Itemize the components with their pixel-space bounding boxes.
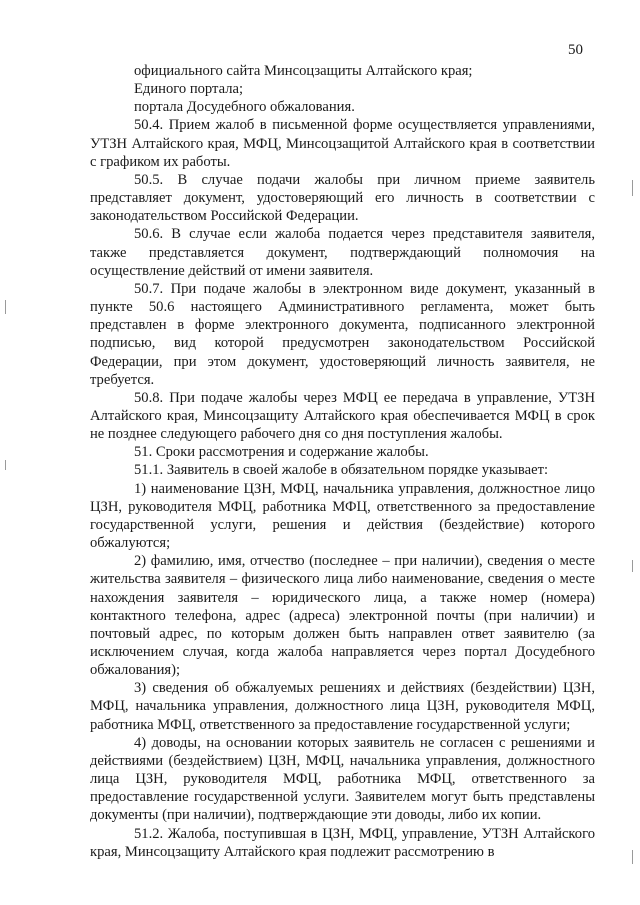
paragraph: портала Досудебного обжалования. [134,99,355,116]
paragraph-50-8: 50.8. При подаче жалобы через МФЦ ее передача в управление, УТЗН Алтайского края, Минсоцзащиту Алтайского края обеспечивается МФЦ в срок не позднее следующего рабочего дня со дня поступления жалобы. [90,389,595,443]
scan-edge-mark [5,300,6,314]
list-item-4: 4) доводы, на основании которых заявитель не согласен с решениями и действиями (бездействием) ЦЗН, МФЦ, начальника управления, должностного лица ЦЗН, руководителя МФЦ, работника МФЦ, ответственного за предоставление государственной услуги. Заявителем могут быть представлены документы (при наличии), подтверждающие эти доводы, либо их копии. [90,734,595,824]
scan-edge-mark [632,180,633,196]
scan-edge-mark [5,460,6,470]
scan-edge-mark [632,850,633,864]
paragraph: Единого портала; [134,81,244,98]
list-item-3: 3) сведения об обжалуемых решениях и действиях (бездействии) ЦЗН, МФЦ, начальника управления, должностного лица ЦЗН, руководителя МФЦ, работника МФЦ, ответственного за предоставление государственной услуги; [90,680,595,733]
list-item-2: 2) фамилию, имя, отчество (последнее – при наличии), сведения о месте жительства заявителя – физического лица либо наименование, сведения о месте нахождения заявителя – юридического лица, а также номер (номера) контактного телефона, адрес (адреса) электронной почты (при наличии) и почтовый адрес, по которым должен быть направлен ответ заявителю (за исключением случая, когда жалоба направляется через портал Досудебного обжалования); [90,553,595,679]
document-body [90,62,595,861]
section-heading-51: 51. Сроки рассмотрения и содержание жалобы. [134,444,429,461]
list-item-1: 1) наименование ЦЗН, МФЦ, начальника управления, должностное лицо ЦЗН, руководителя МФЦ, работника МФЦ, ответственного за предоставление государственной услуги, решения и действия (бездействие) которого обжалуются; [90,480,595,552]
scan-edge-mark [632,560,633,572]
paragraph-50-7: 50.7. При подаче жалобы в электронном виде документ, указанный в пункте 50.6 настоящего Административного регламента, может быть представлен в форме электронного документа, подписанного электронной подписью, вид которой предусмотрен законодательством Российской Федерации, при этом документ, удостоверяющий личность заявителя, не требуется. [90,280,595,388]
paragraph-51-1: 51.1. Заявитель в своей жалобе в обязательном порядке указывает: [134,462,548,479]
paragraph-50-6: 50.6. В случае если жалоба подается через представителя заявителя, также представляется документ, подтверждающий полномочия на осуществление действий от имени заявителя. [90,226,595,279]
paragraph-50-4: 50.4. Прием жалоб в письменной форме осуществляется управлениями, УТЗН Алтайского края, МФЦ, Минсоцзащитой Алтайского края в соответствии с графиком их работы. [90,117,595,170]
paragraph-50-5: 50.5. В случае подачи жалобы при личном приеме заявитель представляет документ, удостоверяющий его личность в соответствии с законодательством Российской Федерации. [90,171,595,225]
page-number: 50 [568,42,583,58]
paragraph-51-2: 51.2. Жалоба, поступившая в ЦЗН, МФЦ, управление, УТЗН Алтайского края, Минсоцзащиту Алтайского края подлежит рассмотрению в [90,825,595,860]
paragraph: официального сайта Минсоцзащиты Алтайского края; [134,63,473,79]
